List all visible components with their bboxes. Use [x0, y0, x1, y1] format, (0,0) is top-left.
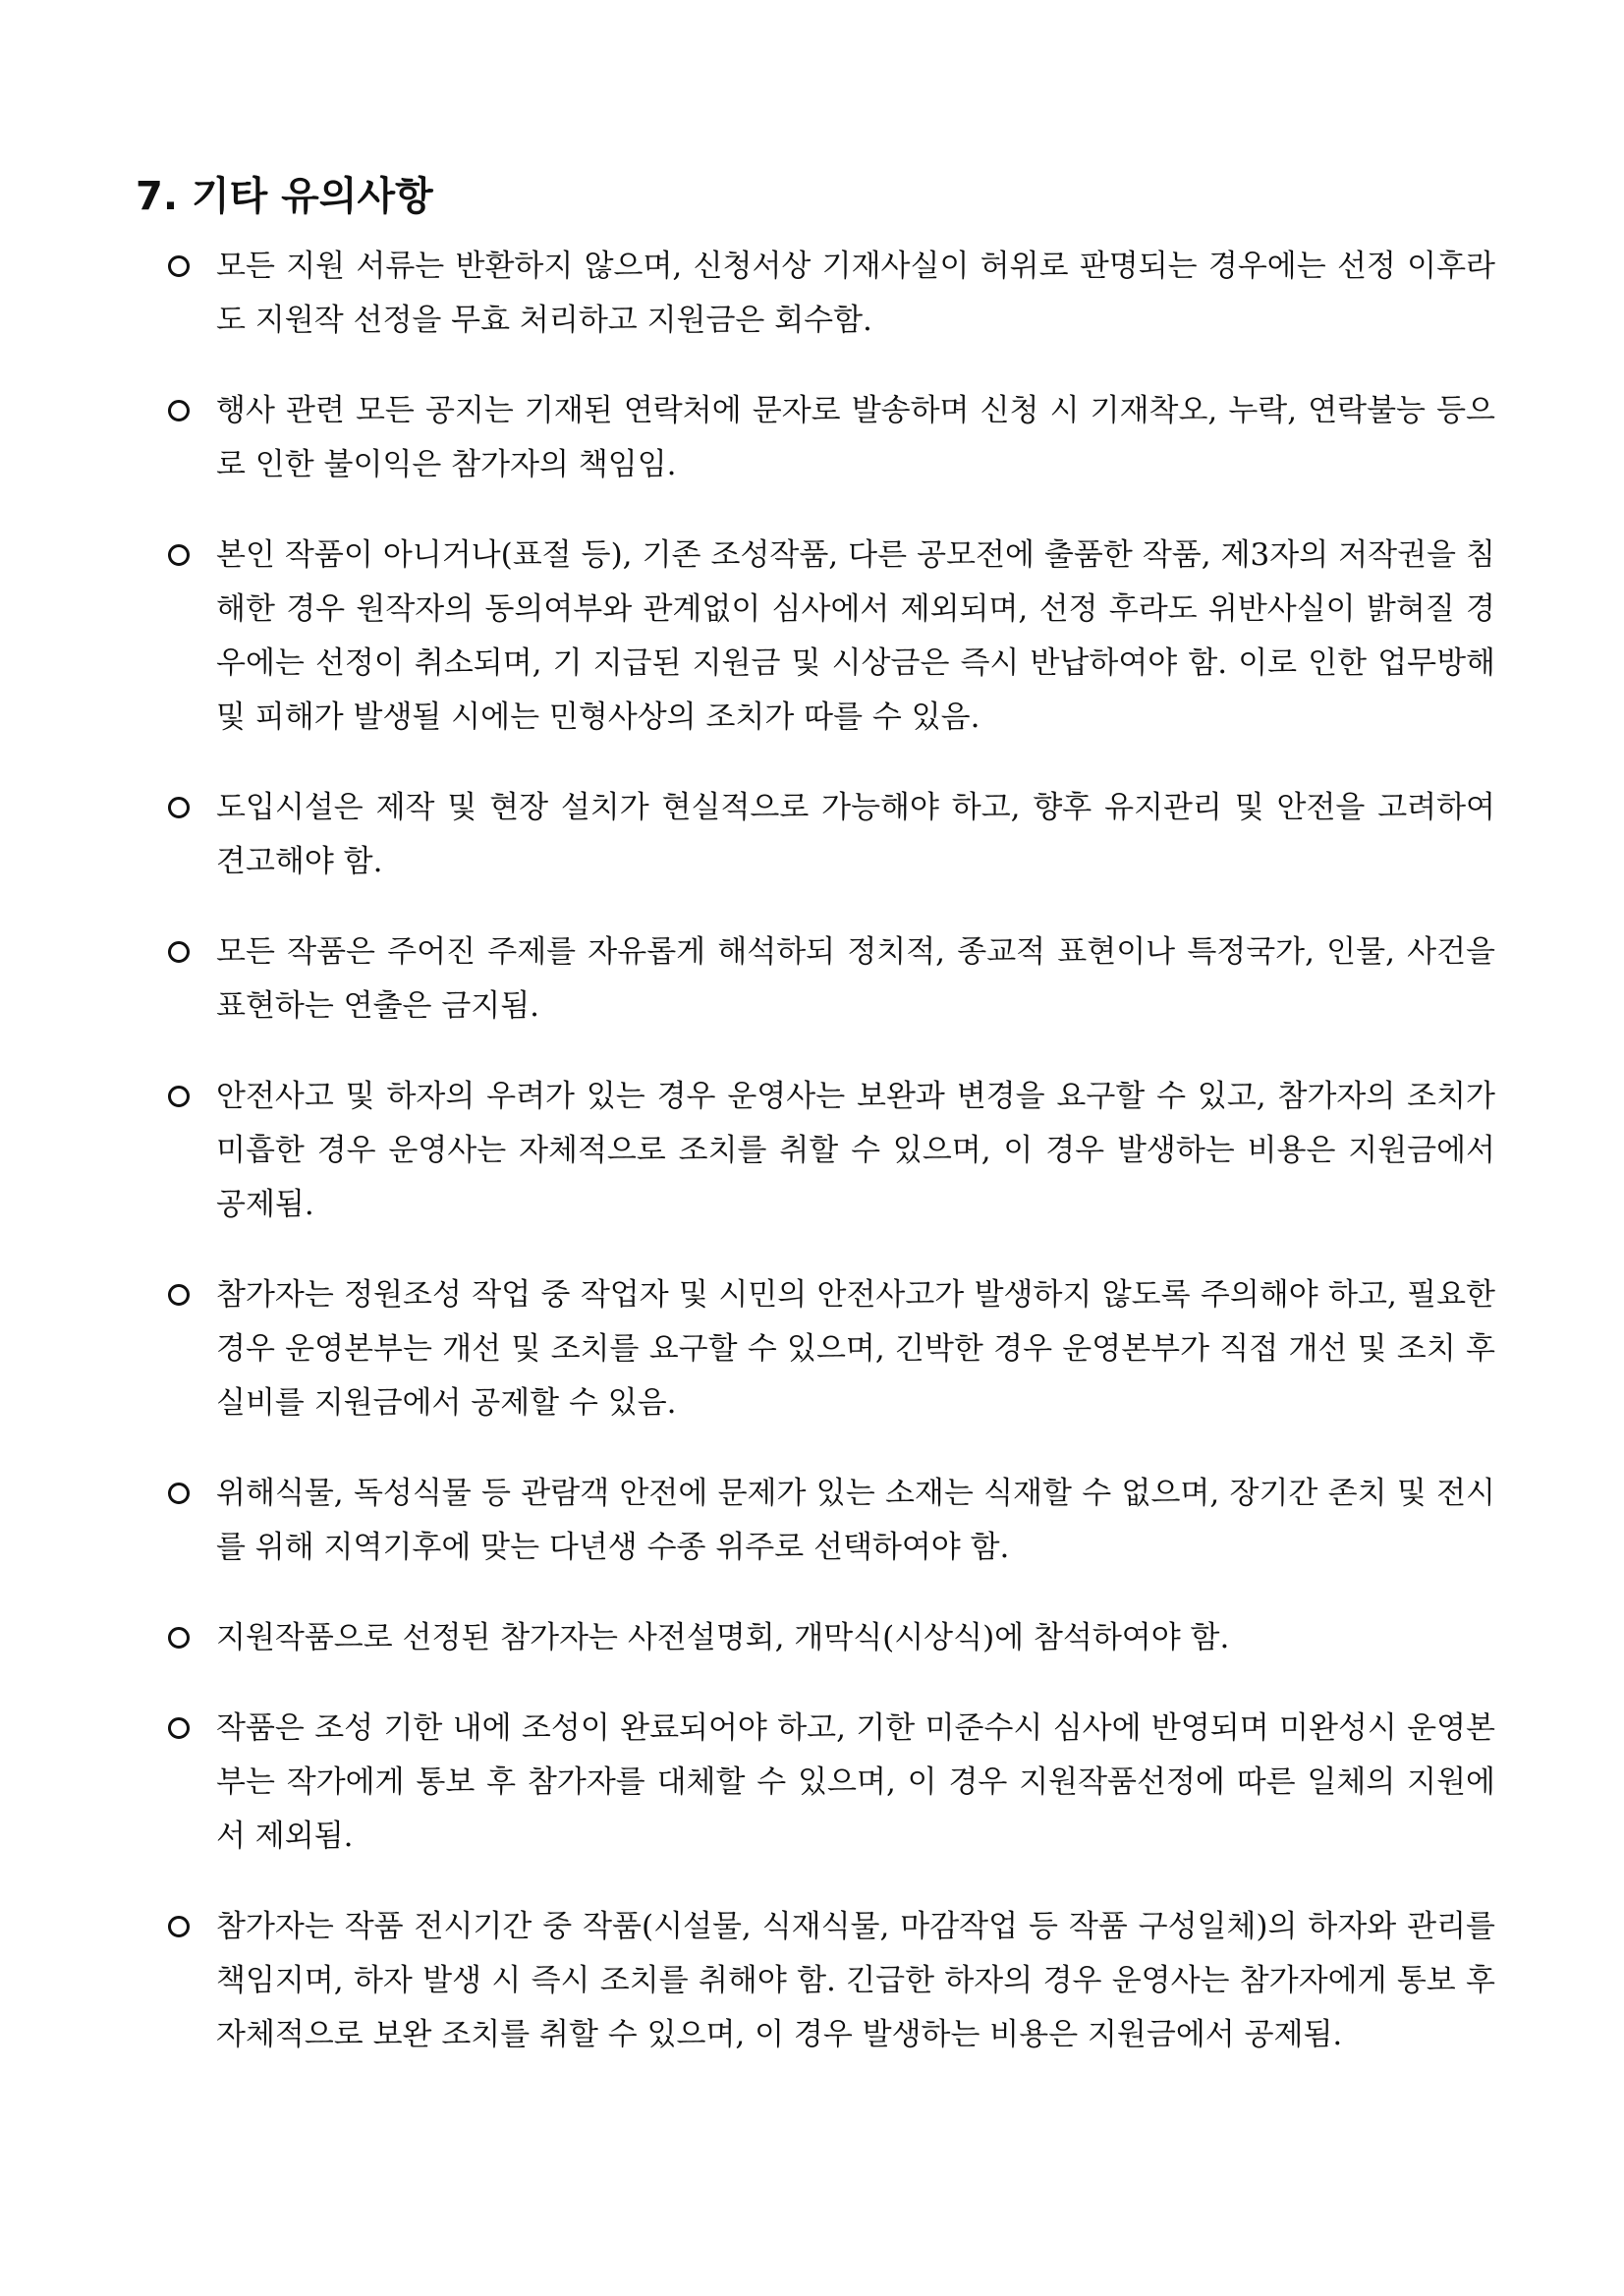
circle-bullet-icon [168, 1717, 190, 1739]
circle-bullet-icon [168, 1284, 190, 1306]
list-item [167, 240, 1495, 348]
list-item [167, 1900, 1495, 2062]
list-item [167, 1467, 1495, 1575]
circle-bullet-icon [168, 941, 190, 963]
circle-bullet-icon [168, 544, 190, 566]
note-text: 행사 관련 모든 공지는 기재된 연락처에 문자로 발송하며 신청 시 기재착오, 누락, 연락불능 등으로 인한 불이익은 참가자의 책임임. [216, 393, 1495, 482]
list-item [167, 1070, 1495, 1232]
note-text: 참가자는 정원조성 작업 중 작업자 및 시민의 안전사고가 발생하지 않도록 주의해야 하고, 필요한 경우 운영본부는 개선 및 조치를 요구할 수 있으며, 긴박한 경우 운영본부가 직접 개선 및 조치 후 실비를 지원금에서 공제할 수 있음. [216, 1277, 1495, 1421]
circle-bullet-icon [168, 255, 190, 277]
note-text: 도입시설은 제작 및 현장 설치가 현실적으로 가능해야 하고, 향후 유지관리 및 안전을 고려하여 견고해야 함. [216, 790, 1495, 879]
note-text: 모든 지원 서류는 반환하지 않으며, 신청서상 기재사실이 허위로 판명되는 경우에는 선정 이후라도 지원작 선정을 무효 처리하고 지원금은 회수함. [216, 249, 1495, 338]
list-item [167, 781, 1495, 889]
list-item [167, 529, 1495, 745]
list-item [167, 925, 1495, 1034]
list-item [167, 384, 1495, 492]
circle-bullet-icon [168, 797, 190, 818]
notes-list [167, 240, 1495, 2099]
note-text: 모든 작품은 주어진 주제를 자유롭게 해석하되 정치적, 종교적 표현이나 특정국가, 인물, 사건을 표현하는 연출은 금지됨. [216, 934, 1495, 1024]
note-text: 본인 작품이 아니거나(표절 등), 기존 조성작품, 다른 공모전에 출품한 작품, 제3자의 저작권을 침해한 경우 원작자의 동의여부와 관계없이 심사에서 제외되며, 선정 후라도 위반사실이 밝혀질 경우에는 선정이 취소되며, 기 지급된 지원금 및 시상금은 즉시 반납하여야 함. 이로 인한 업무방해 및 피해가 발생될 시에는 민형사상의 조치가 따를 수 있음. [216, 537, 1495, 735]
note-text: 작품은 조성 기한 내에 조성이 완료되어야 하고, 기한 미준수시 심사에 반영되며 미완성시 운영본부는 작가에게 통보 후 참가자를 대체할 수 있으며, 이 경우 지원작품선정에 따른 일체의 지원에서 제외됨. [216, 1710, 1495, 1854]
circle-bullet-icon [168, 400, 190, 421]
list-item [167, 1268, 1495, 1430]
list-item [167, 1611, 1495, 1665]
circle-bullet-icon [168, 1483, 190, 1504]
note-text: 안전사고 및 하자의 우려가 있는 경우 운영사는 보완과 변경을 요구할 수 있고, 참가자의 조치가 미흡한 경우 운영사는 자체적으로 조치를 취할 수 있으며, 이 경우 발생하는 비용은 지원금에서 공제됨. [216, 1079, 1495, 1222]
note-text: 지원작품으로 선정된 참가자는 사전설명회, 개막식(시상식)에 참석하여야 함. [216, 1620, 1230, 1655]
circle-bullet-icon [168, 1916, 190, 1937]
note-text: 위해식물, 독성식물 등 관람객 안전에 문제가 있는 소재는 식재할 수 없으며, 장기간 존치 및 전시를 위해 지역기후에 맞는 다년생 수종 위주로 선택하여야 함. [216, 1476, 1495, 1565]
list-item [167, 1702, 1495, 1864]
circle-bullet-icon [168, 1627, 190, 1649]
circle-bullet-icon [168, 1086, 190, 1107]
section-title: 7. 기타 유의사항 [136, 174, 433, 219]
note-text: 참가자는 작품 전시기간 중 작품(시설물, 식재식물, 마감작업 등 작품 구성일체)의 하자와 관리를 책임지며, 하자 발생 시 즉시 조치를 취해야 함. 긴급한 하자의 경우 운영사는 참가자에게 통보 후 자체적으로 보완 조치를 취할 수 있으며, 이 경우 발생하는 비용은 지원금에서 공제됨. [216, 1909, 1495, 2052]
